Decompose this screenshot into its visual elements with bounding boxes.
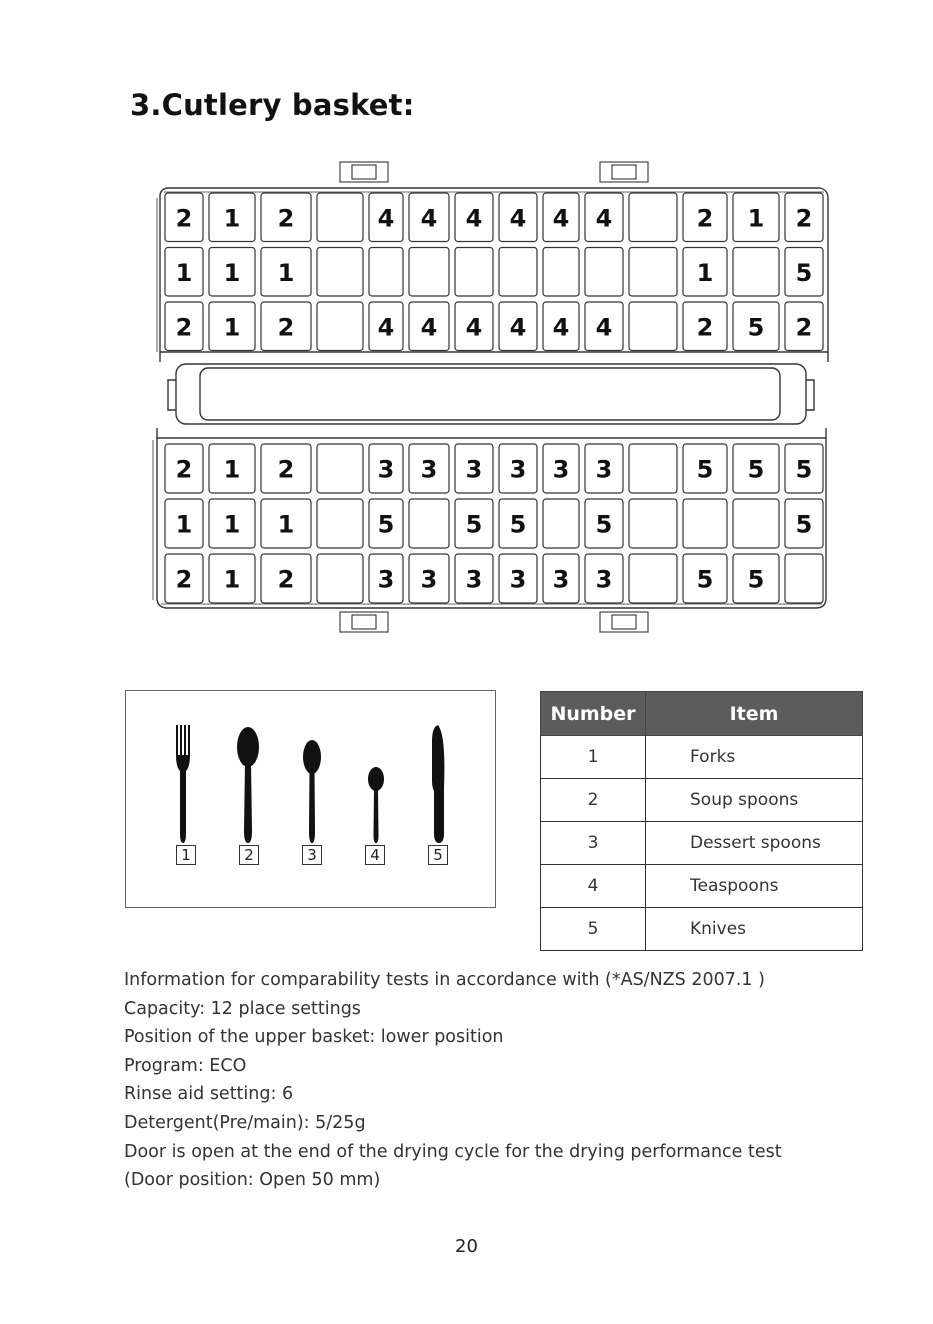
lower-basket-cell-label: 3	[420, 455, 438, 484]
info-line: Rinse aid setting: 6	[124, 1084, 294, 1105]
upper-basket-cell-label: 4	[552, 313, 570, 342]
lower-basket-cell-label: 3	[377, 565, 395, 594]
table-row	[541, 908, 863, 951]
upper-basket-cell-label: 4	[595, 204, 613, 233]
lower-basket-cell-label: 5	[747, 455, 765, 484]
teaspoon-icon	[368, 767, 384, 843]
table-row	[541, 779, 863, 822]
upper-basket-cell-label: 1	[747, 204, 765, 233]
legend-item: Forks	[646, 736, 863, 779]
lower-basket-cell-label: 3	[595, 455, 613, 484]
upper-basket-cell-label: 1	[277, 258, 295, 287]
upper-basket-cell	[455, 248, 493, 297]
lower-basket-cell	[317, 554, 363, 603]
legend-number: 3	[541, 822, 646, 865]
utensil-legend-box	[125, 690, 496, 908]
info-line: Door is open at the end of the drying cycle for the drying performance test	[124, 1141, 782, 1162]
lower-basket-cell-label: 5	[795, 455, 813, 484]
upper-basket-cell-label: 2	[696, 313, 714, 342]
lower-basket-cell-label: 3	[552, 455, 570, 484]
lower-basket-cell-label: 3	[465, 565, 483, 594]
upper-basket-cell	[369, 248, 403, 297]
lower-basket-cell-label: 5	[696, 455, 714, 484]
utensil-number-4: 4	[365, 845, 385, 865]
dessert-spoon-icon	[303, 740, 321, 843]
upper-basket-cell-label: 1	[696, 258, 714, 287]
upper-basket-cell-label: 4	[509, 313, 527, 342]
lower-basket-cell-label: 2	[277, 565, 295, 594]
upper-basket-cell-label: 4	[552, 204, 570, 233]
lower-basket-cell-label: 1	[223, 565, 241, 594]
lower-basket-cell-label: 5	[795, 510, 813, 539]
lower-basket-cell-label: 5	[465, 510, 483, 539]
page-number: 20	[455, 1236, 478, 1257]
lower-basket-cell-label: 3	[509, 455, 527, 484]
legend-item: Soup spoons	[646, 779, 863, 822]
legend-header-row	[541, 692, 863, 736]
utensil-number-3: 3	[302, 845, 322, 865]
lower-basket-cell-label: 5	[377, 510, 395, 539]
info-line: Position of the upper basket: lower position	[124, 1027, 504, 1048]
upper-basket-cell	[317, 302, 363, 351]
legend-number: 5	[541, 908, 646, 951]
upper-basket-cell-label: 2	[175, 313, 193, 342]
upper-basket-cell-label: 4	[509, 204, 527, 233]
table-row	[541, 865, 863, 908]
upper-basket-cell	[317, 193, 363, 242]
upper-basket-cell	[543, 248, 579, 297]
info-line: Program: ECO	[124, 1055, 247, 1076]
lower-basket-cell	[409, 499, 449, 548]
lower-basket-cell-label: 5	[696, 565, 714, 594]
legend-table	[540, 691, 863, 951]
fork-icon	[176, 725, 190, 843]
info-line: Detergent(Pre/main): 5/25g	[124, 1112, 366, 1133]
legend-number: 1	[541, 736, 646, 779]
upper-basket-cell	[629, 248, 677, 297]
lower-basket-cell-label: 1	[223, 510, 241, 539]
info-line: Information for comparability tests in accordance with (*AS/NZS 2007.1 )	[124, 970, 765, 990]
upper-basket-cell	[409, 248, 449, 297]
table-row	[541, 736, 863, 779]
table-row	[541, 822, 863, 865]
lower-basket-cell-label: 2	[175, 565, 193, 594]
upper-basket-cell-label: 1	[175, 258, 193, 287]
page-title: 3.Cutlery basket:	[130, 88, 415, 122]
lower-basket-cell-label: 3	[552, 565, 570, 594]
lower-basket-cell-label: 5	[747, 565, 765, 594]
lower-basket-cell	[629, 444, 677, 493]
legend-item: Teaspoons	[646, 865, 863, 908]
lower-basket-cell	[629, 499, 677, 548]
upper-basket-cell-label: 1	[223, 204, 241, 233]
lower-basket-cell	[785, 554, 823, 603]
utensil-number-1: 1	[176, 845, 196, 865]
upper-basket-cell-label: 4	[420, 313, 438, 342]
info-line: (Door position: Open 50 mm)	[124, 1170, 381, 1191]
lower-basket-cell-label: 1	[175, 510, 193, 539]
utensil-number-5: 5	[428, 845, 448, 865]
upper-basket-cell	[499, 248, 537, 297]
upper-basket-cell-label: 2	[277, 313, 295, 342]
upper-basket-cell-label: 2	[175, 204, 193, 233]
upper-basket-cell-label: 2	[696, 204, 714, 233]
legend-number: 4	[541, 865, 646, 908]
lower-basket-cell	[543, 499, 579, 548]
upper-basket-cell-label: 2	[795, 204, 813, 233]
upper-basket-cell-label: 4	[465, 313, 483, 342]
soup-spoon-icon	[237, 727, 259, 843]
upper-basket-cell-label: 4	[377, 204, 395, 233]
upper-basket-cell-label: 2	[795, 313, 813, 342]
upper-basket-cell	[629, 302, 677, 351]
legend-item: Dessert spoons	[646, 822, 863, 865]
upper-basket-cell-label: 4	[595, 313, 613, 342]
lower-basket-cell-label: 1	[223, 455, 241, 484]
test-information	[124, 966, 782, 1195]
upper-basket-cell	[733, 248, 779, 297]
cutlery-basket-diagram	[0, 150, 933, 650]
lower-basket-cell-label: 3	[509, 565, 527, 594]
upper-basket-cell-label: 4	[465, 204, 483, 233]
lower-basket-cell-label: 3	[420, 565, 438, 594]
legend-item: Knives	[646, 908, 863, 951]
upper-basket-cell-label: 4	[377, 313, 395, 342]
knife-icon	[432, 725, 444, 843]
upper-basket-cell-label: 4	[420, 204, 438, 233]
upper-basket-cell-label: 1	[223, 313, 241, 342]
lower-basket-cell-label: 5	[509, 510, 527, 539]
upper-basket-cell-label: 2	[277, 204, 295, 233]
upper-basket-cell	[317, 248, 363, 297]
lower-basket-cell-label: 3	[377, 455, 395, 484]
lower-basket-cell-label: 1	[277, 510, 295, 539]
lower-basket-cell	[317, 444, 363, 493]
lower-basket-cell-label: 2	[175, 455, 193, 484]
lower-basket-cell	[733, 499, 779, 548]
upper-basket-cell-label: 5	[795, 258, 813, 287]
lower-basket-cell-label: 3	[465, 455, 483, 484]
legend-header-item: Item	[646, 692, 863, 736]
lower-basket-cell-label: 2	[277, 455, 295, 484]
upper-basket-cell-label: 5	[747, 313, 765, 342]
lower-basket-cell	[683, 499, 727, 548]
legend-number: 2	[541, 779, 646, 822]
upper-basket-cell	[629, 193, 677, 242]
utensil-number-2: 2	[239, 845, 259, 865]
upper-basket-cell-label: 1	[223, 258, 241, 287]
info-line: Capacity: 12 place settings	[124, 998, 361, 1019]
lower-basket-cell	[317, 499, 363, 548]
upper-basket-cell	[585, 248, 623, 297]
lower-basket-cell	[629, 554, 677, 603]
lower-basket-cell-label: 5	[595, 510, 613, 539]
legend-header-number: Number	[541, 692, 646, 736]
lower-basket-cell-label: 3	[595, 565, 613, 594]
